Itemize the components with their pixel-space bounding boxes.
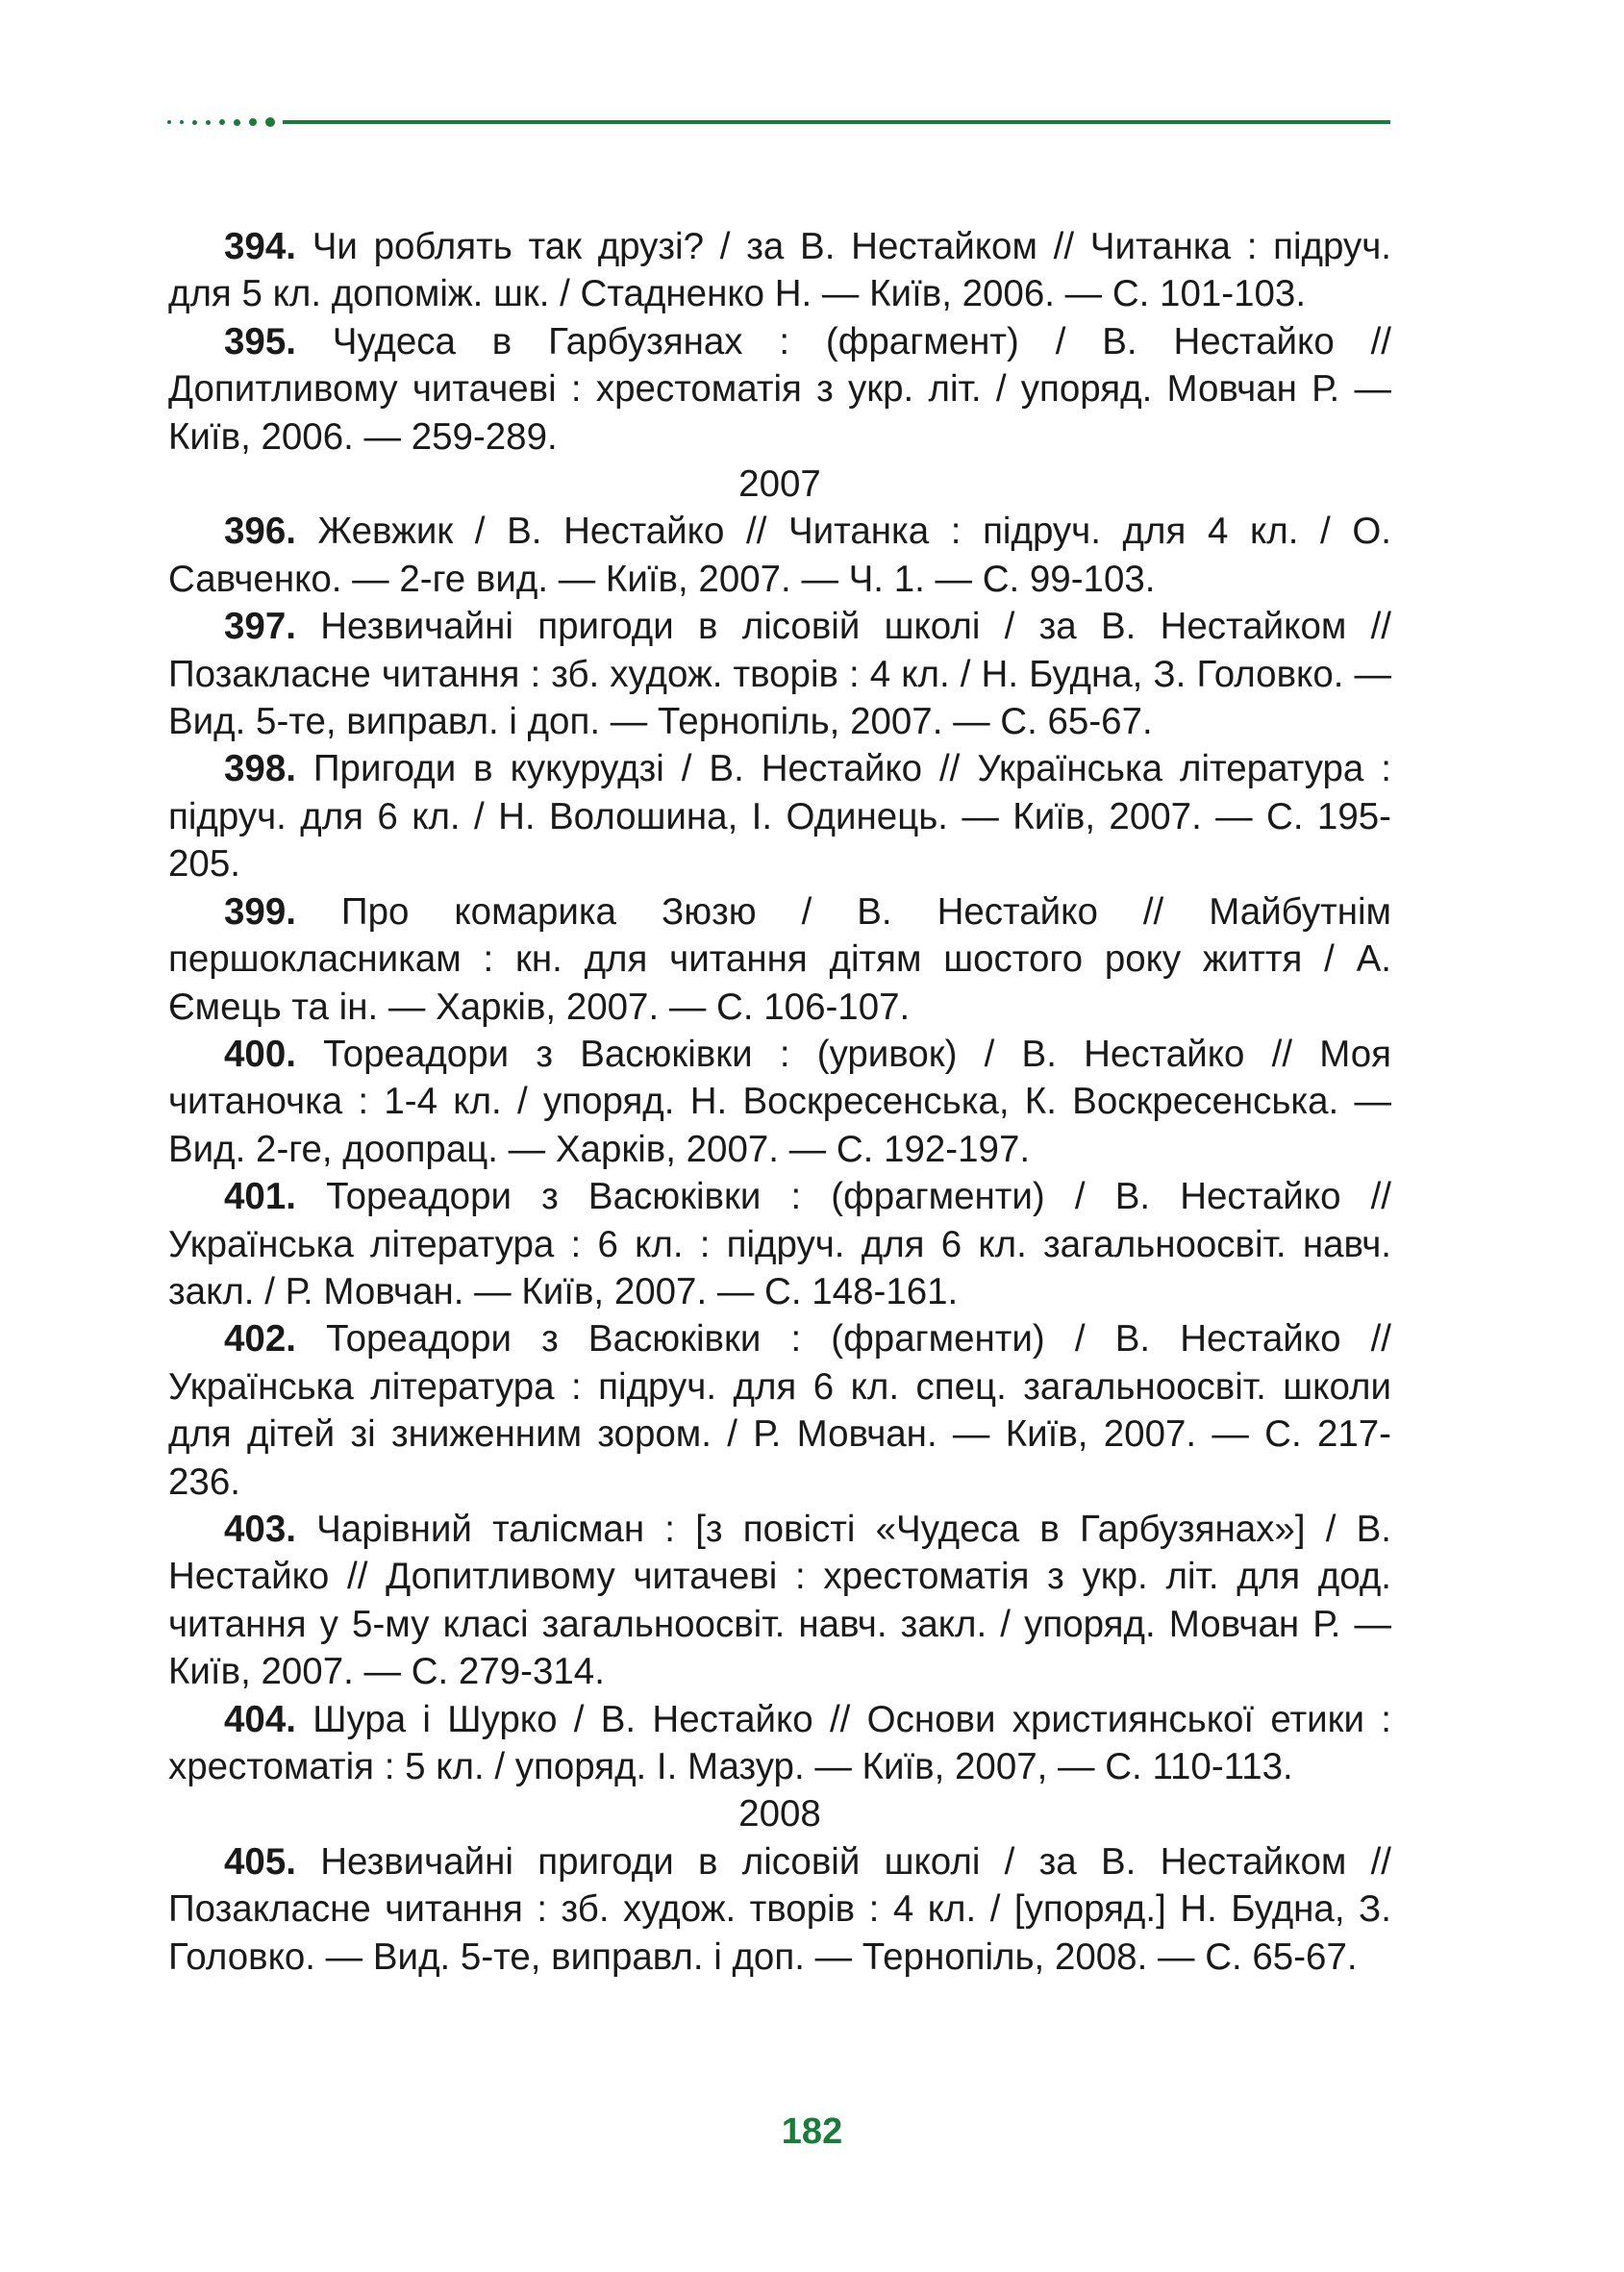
header-dot bbox=[234, 119, 240, 126]
header-line bbox=[283, 120, 1390, 124]
entry-number: 403. bbox=[224, 1508, 296, 1550]
bibliography-entry bbox=[168, 508, 1391, 603]
entry-text: Шура і Шурко / В. Нестайко // Основи християнської етики : хрестоматія : 5 кл. / упоряд. І. Мазур. — Київ, 2007, — С. 110-113. bbox=[168, 1698, 1391, 1787]
entry-text: Чарівний талісман : [з повісті «Чудеса в Гарбузянах»] / В. Нестайко // Допитливому читачеві : хрестоматія з укр. літ. для дод. читання у 5-му класі загальноосвіт. навч. закл. / упоряд. Мовчан Р. — Київ, 2007. — С. 279-314. bbox=[168, 1508, 1391, 1693]
entry-number: 394. bbox=[224, 226, 296, 267]
entry-number: 396. bbox=[224, 511, 296, 553]
entry-text: Незвичайні пригоди в лісовій школі / за В. Нестайком // Позакласне читання : зб. худож. творів : 4 кл. / [упоряд.] Н. Будна, З. Головко. — Вид. 5-те, виправл. і доп. — Тернопіль, 2008. — С. 65-67. bbox=[168, 1840, 1391, 1978]
header-dot bbox=[249, 118, 257, 126]
header-dots bbox=[167, 117, 275, 127]
bibliography-entry bbox=[168, 745, 1391, 887]
header-dot bbox=[265, 117, 275, 127]
entry-number: 395. bbox=[224, 320, 296, 362]
entry-text: Жевжик / В. Нестайко // Читанка : підруч. для 4 кл. / О. Савченко. — 2-ге вид. — Київ, 2007. — Ч. 1. — С. 99-103. bbox=[168, 511, 1391, 600]
entry-text: Пригоди в кукурудзі / В. Нестайко // Українська література : підруч. для 6 кл. / Н. Волошина, І. Одинець. — Київ, 2007. — С. 195-205. bbox=[168, 748, 1391, 886]
bibliography-entry bbox=[168, 318, 1391, 461]
bibliography-entry bbox=[168, 1031, 1391, 1173]
entry-number: 397. bbox=[224, 606, 296, 648]
bibliography-list bbox=[168, 223, 1391, 1981]
entry-number: 399. bbox=[224, 890, 296, 933]
bibliography-entry bbox=[168, 1173, 1391, 1315]
bibliography-entry bbox=[168, 223, 1391, 318]
year-heading: 2007 bbox=[738, 463, 821, 506]
entry-number: 402. bbox=[224, 1318, 296, 1361]
entry-number: 400. bbox=[224, 1033, 296, 1075]
header-dot bbox=[180, 120, 184, 124]
header-dot bbox=[192, 120, 197, 125]
entry-text: Тореадори з Васюківки : (уривок) / В. Нестайко // Моя читаночка : 1-4 кл. / упоряд. Н. Воскресенська, К. Воскресенська. — Вид. 2-ге, доопрац. — Харків, 2007. — С. 192-197. bbox=[168, 1033, 1391, 1170]
header-rule bbox=[167, 115, 1390, 129]
entry-number: 405. bbox=[224, 1840, 296, 1883]
entry-text: Чи роблять так друзі? / за В. Нестайком // Читанка : підруч. для 5 кл. допоміж. шк. / Стадненко Н. — Київ, 2006. — С. 101-103. bbox=[168, 226, 1391, 315]
bibliography-entry bbox=[168, 1838, 1391, 1981]
year-heading: 2008 bbox=[738, 1793, 821, 1835]
page-number: 182 bbox=[781, 2111, 843, 2152]
bibliography-entry bbox=[168, 1315, 1391, 1506]
entry-text: Чудеса в Гарбузянах : (фрагмент) / В. Нестайко // Допитливому читачеві : хрестоматія з укр. літ. / упоряд. Мовчан Р. — Київ, 2006. — 259-289. bbox=[168, 320, 1391, 458]
entry-text: Тореадори з Васюківки : (фрагменти) / В. Нестайко // Українська література : підруч. для 6 кл. спец. загальноосвіт. школи для дітей зі зниженним зором. / Р. Мовчан. — Київ, 2007. — С. 217-236. bbox=[168, 1318, 1391, 1503]
header-dot bbox=[206, 120, 211, 125]
entry-text: Незвичайні пригоди в лісовій школі / за В. Нестайком // Позакласне читання : зб. худож. творів : 4 кл. / Н. Будна, З. Головко. — Вид. 5-те, виправл. і доп. — Тернопіль, 2007. — С. 65-67. bbox=[168, 606, 1391, 743]
entry-text: Тореадори з Васюківки : (фрагменти) / В. Нестайко // Українська література : 6 кл. : підруч. для 6 кл. загальноосвіт. навч. закл. / Р. Мовчан. — Київ, 2007. — С. 148-161. bbox=[168, 1176, 1391, 1312]
bibliography-entry bbox=[168, 603, 1391, 745]
bibliography-entry bbox=[168, 1696, 1391, 1791]
header-dot bbox=[219, 119, 225, 125]
header-dot bbox=[167, 120, 171, 124]
entry-number: 398. bbox=[224, 748, 296, 790]
bibliography-entry bbox=[168, 888, 1391, 1031]
entry-text: Про комарика Зюзю / В. Нестайко // Майбутнім першокласникам : кн. для читання дітям шостого року життя / А. Ємець та ін. — Харків, 2007. — С. 106-107. bbox=[168, 890, 1391, 1028]
entry-number: 404. bbox=[224, 1698, 296, 1740]
entry-number: 401. bbox=[224, 1176, 296, 1218]
bibliography-entry bbox=[168, 1506, 1391, 1696]
